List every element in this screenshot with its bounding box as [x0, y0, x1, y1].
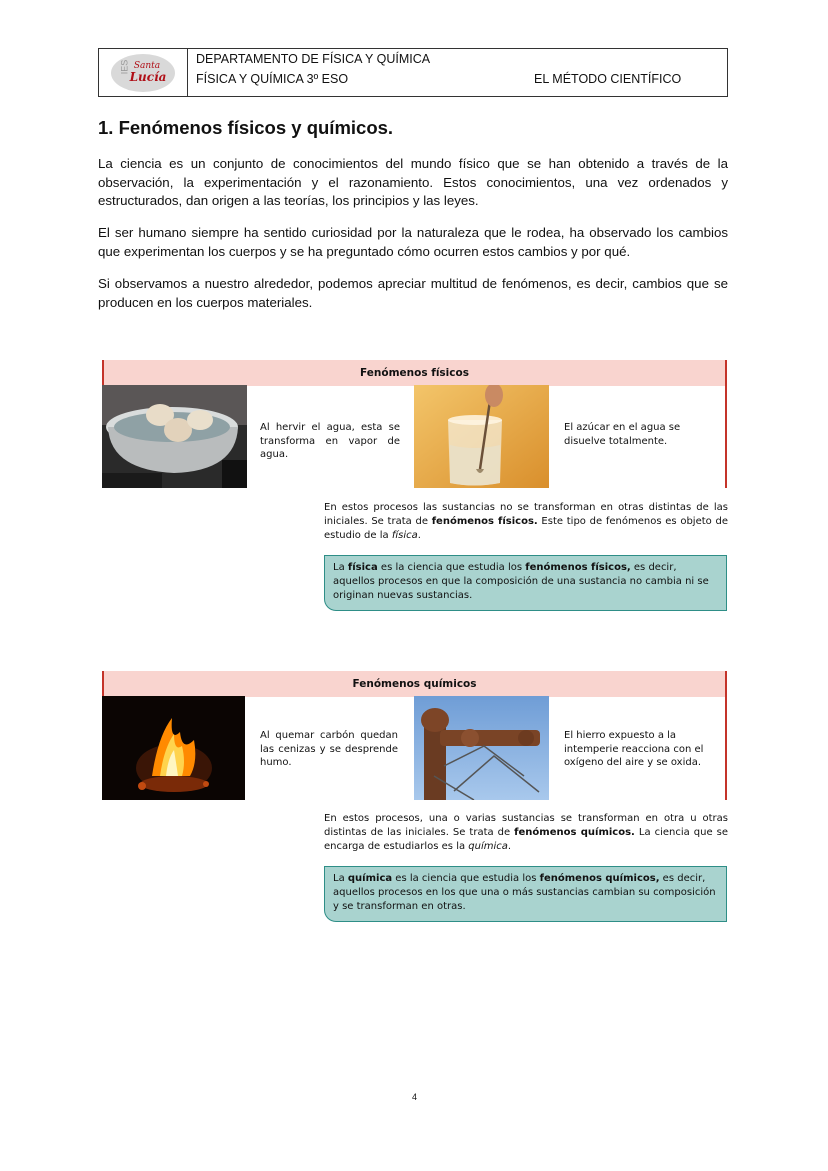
- boiling-caption: Al hervir el agua, esta se transforma en vapor de agua.: [260, 422, 400, 460]
- paragraph-3: Si observamos a nuestro alrededor, podemos apreciar multitud de fenómenos, es decir, cambios que se producen en los cuerpos materiales.: [98, 276, 728, 310]
- chemistry-definition-box: [324, 866, 727, 922]
- physical-text-e: .: [417, 530, 421, 541]
- logo-line1: Santa: [133, 61, 161, 71]
- chemical-text-e: .: [507, 841, 512, 852]
- logo-cell: [99, 49, 188, 96]
- chem-def-b: química: [347, 873, 393, 884]
- paragraph-1: La ciencia es un conjunto de conocimientos del mundo físico que se han obtenido a través de la observación, la experimentación y el razonamiento. Estos conocimientos, una vez ordenados y estructurados, dan origen a las teorías, los principios y las leyes.: [98, 156, 728, 208]
- paragraph-2: El ser humano siempre ha sentido curiosidad por la naturaleza que le rodea, ha observado los cambios que experimentan los cuerpos y se ha preguntado cómo ocurren estos cambios y por qué.: [98, 225, 728, 259]
- boiling-pot-photo: [102, 385, 247, 488]
- physical-text-b: fenómenos físicos.: [431, 516, 538, 527]
- department-name: DEPARTAMENTO DE FÍSICA Y QUÍMICA: [196, 52, 431, 66]
- chem-def-e: es decir, aquellos procesos en los que una o más sustancias cambian su composición y se transforman en otras.: [333, 873, 716, 912]
- course-name: FÍSICA Y QUÍMICA 3º ESO: [196, 72, 349, 86]
- chem-def-a: La: [333, 873, 348, 884]
- physical-phenomena-section: [102, 360, 727, 615]
- coal-caption: Al quemar carbón quedan las cenizas y se desprende humo.: [260, 730, 398, 768]
- document-header: [98, 48, 728, 97]
- physics-definition-box: [324, 555, 727, 611]
- phys-def-c: es la ciencia que estudia los: [377, 562, 526, 573]
- physical-text-c: Este tipo de fenómenos es objeto de estudio de la: [324, 516, 728, 541]
- chemical-phenomena-section: [102, 671, 727, 926]
- page-number: 4: [412, 1092, 418, 1102]
- phys-def-a: La: [333, 562, 348, 573]
- physical-explanation: [324, 501, 728, 543]
- right-rule: [725, 671, 727, 800]
- sugar-caption: El azúcar en el agua se disuelve totalmente.: [564, 422, 681, 447]
- section-title: 1. Fenómenos físicos y químicos.: [98, 117, 394, 138]
- sugar-dissolving-photo: [414, 385, 549, 488]
- chemical-text-a: En estos procesos, una o varias sustancias se transforman en otra u otras distintas de las iniciales. Se trata de: [324, 813, 728, 838]
- phys-def-b: física: [347, 562, 378, 573]
- chemical-explanation: [324, 812, 728, 854]
- iron-caption: El hierro expuesto a la intemperie reacciona con el oxígeno del aire y se oxida.: [564, 730, 704, 768]
- logo-ies-text: IES: [119, 59, 130, 74]
- right-rule: [725, 360, 727, 488]
- chem-def-c: es la ciencia que estudia los: [392, 873, 540, 884]
- topic-name: EL MÉTODO CIENTÍFICO: [534, 72, 682, 86]
- phys-def-d: fenómenos físicos,: [525, 562, 631, 573]
- physical-heading: Fenómenos físicos: [102, 360, 727, 386]
- physical-text-d: física: [391, 530, 418, 541]
- chem-def-d: fenómenos químicos,: [539, 873, 660, 884]
- burning-coal-photo: [102, 696, 245, 800]
- chemical-heading: Fenómenos químicos: [102, 671, 727, 697]
- physical-text-a: En estos procesos las sustancias no se transforman en otras distintas de las iniciales. Se trata de: [324, 502, 728, 527]
- logo-line2: Lucía: [129, 70, 167, 84]
- chemical-text-b: fenómenos químicos.: [514, 827, 635, 838]
- header-text-cell: [188, 49, 727, 96]
- chemical-text-c: La ciencia que se encarga de estudiarlos es la: [324, 827, 728, 852]
- phys-def-e: es decir, aquellos procesos en que la composición de una sustancia no cambia ni se originan nuevas sustancias.: [333, 562, 709, 601]
- chemical-text-d: química: [468, 841, 508, 852]
- school-logo: [111, 54, 175, 92]
- rusted-iron-photo: [414, 696, 549, 800]
